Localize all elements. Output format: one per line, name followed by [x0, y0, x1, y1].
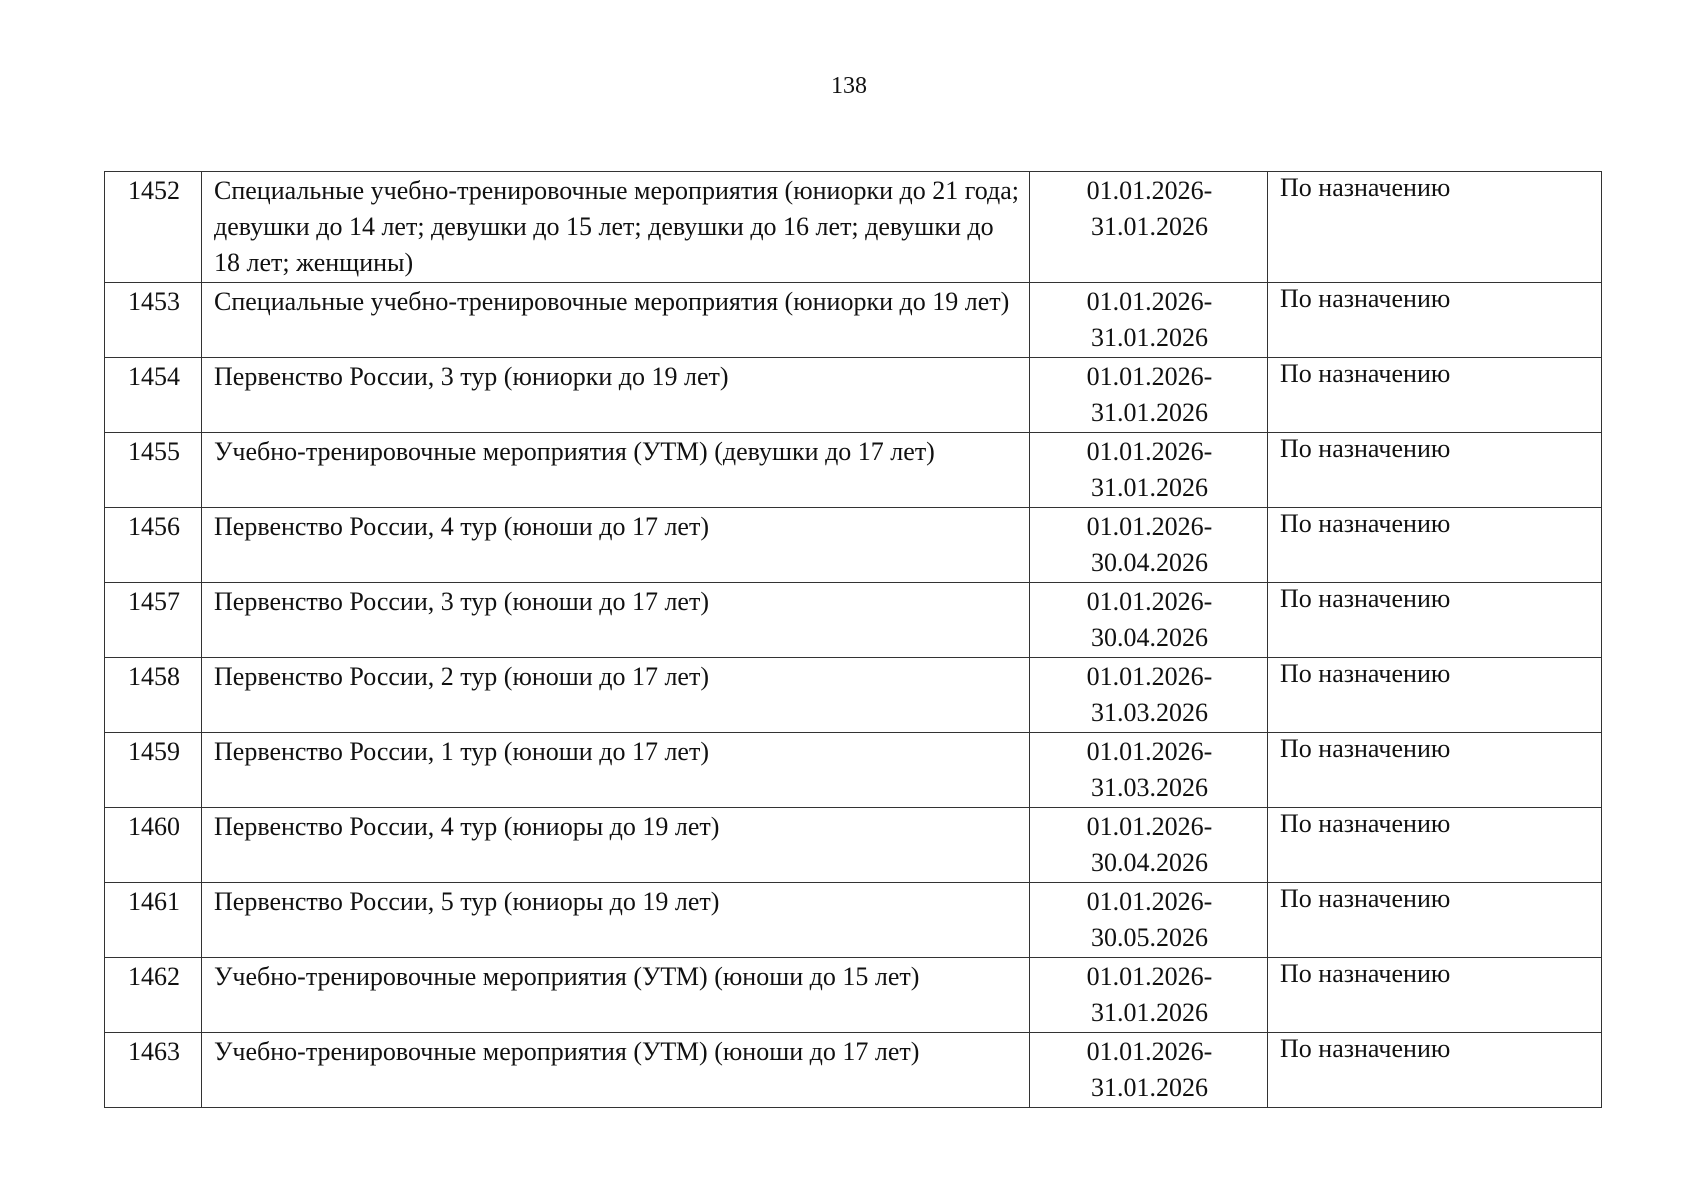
date-end: 31.01.2026 — [1091, 1073, 1208, 1102]
date-end: 30.04.2026 — [1091, 848, 1208, 877]
event-name: Первенство России, 3 тур (юноши до 17 лет) — [202, 583, 1030, 658]
event-dates — [1030, 733, 1268, 808]
date-end: 30.04.2026 — [1091, 548, 1208, 577]
row-number: 1462 — [105, 958, 202, 1033]
date-start: 01.01.2026- — [1086, 176, 1213, 205]
date-start: 01.01.2026- — [1086, 662, 1213, 691]
table-row — [105, 508, 1602, 583]
event-dates — [1030, 172, 1268, 283]
event-name: Первенство России, 3 тур (юниорки до 19 лет) — [202, 358, 1030, 433]
event-status: По назначению — [1268, 808, 1602, 883]
event-name: Специальные учебно-тренировочные мероприятия (юниорки до 19 лет) — [202, 283, 1030, 358]
date-start: 01.01.2026- — [1086, 587, 1213, 616]
event-status: По назначению — [1268, 433, 1602, 508]
date-start: 01.01.2026- — [1086, 512, 1213, 541]
event-status: По назначению — [1268, 1033, 1602, 1108]
event-name: Первенство России, 5 тур (юниоры до 19 лет) — [202, 883, 1030, 958]
event-status: По назначению — [1268, 658, 1602, 733]
table-row — [105, 808, 1602, 883]
event-dates — [1030, 433, 1268, 508]
events-table — [104, 171, 1602, 1108]
date-end: 30.05.2026 — [1091, 923, 1208, 952]
table-row — [105, 583, 1602, 658]
event-name: Учебно-тренировочные мероприятия (УТМ) (юноши до 15 лет) — [202, 958, 1030, 1033]
table-row — [105, 433, 1602, 508]
event-name: Первенство России, 2 тур (юноши до 17 лет) — [202, 658, 1030, 733]
event-dates — [1030, 658, 1268, 733]
row-number: 1454 — [105, 358, 202, 433]
table-row — [105, 172, 1602, 283]
event-status: По назначению — [1268, 583, 1602, 658]
row-number: 1455 — [105, 433, 202, 508]
event-dates — [1030, 283, 1268, 358]
date-start: 01.01.2026- — [1086, 1037, 1213, 1066]
row-number: 1453 — [105, 283, 202, 358]
event-status: По назначению — [1268, 958, 1602, 1033]
event-name: Учебно-тренировочные мероприятия (УТМ) (девушки до 17 лет) — [202, 433, 1030, 508]
date-end: 31.01.2026 — [1091, 323, 1208, 352]
event-name: Учебно-тренировочные мероприятия (УТМ) (юноши до 17 лет) — [202, 1033, 1030, 1108]
table-row — [105, 283, 1602, 358]
row-number: 1460 — [105, 808, 202, 883]
event-status: По назначению — [1268, 283, 1602, 358]
date-start: 01.01.2026- — [1086, 887, 1213, 916]
date-end: 31.01.2026 — [1091, 398, 1208, 427]
table-row — [105, 958, 1602, 1033]
event-dates — [1030, 1033, 1268, 1108]
event-name: Первенство России, 4 тур (юниоры до 19 лет) — [202, 808, 1030, 883]
row-number: 1456 — [105, 508, 202, 583]
event-status: По назначению — [1268, 508, 1602, 583]
table-row — [105, 883, 1602, 958]
event-status: По назначению — [1268, 733, 1602, 808]
event-dates — [1030, 508, 1268, 583]
row-number: 1457 — [105, 583, 202, 658]
row-number: 1452 — [105, 172, 202, 283]
event-dates — [1030, 358, 1268, 433]
date-end: 31.01.2026 — [1091, 473, 1208, 502]
table-row — [105, 658, 1602, 733]
row-number: 1463 — [105, 1033, 202, 1108]
date-end: 31.03.2026 — [1091, 698, 1208, 727]
events-table-body — [105, 172, 1602, 1108]
date-start: 01.01.2026- — [1086, 362, 1213, 391]
event-name: Первенство России, 4 тур (юноши до 17 лет) — [202, 508, 1030, 583]
event-status: По назначению — [1268, 172, 1602, 283]
row-number: 1458 — [105, 658, 202, 733]
event-dates — [1030, 583, 1268, 658]
row-number: 1459 — [105, 733, 202, 808]
date-start: 01.01.2026- — [1086, 812, 1213, 841]
table-row — [105, 358, 1602, 433]
event-name: Специальные учебно-тренировочные мероприятия (юниорки до 21 года; девушки до 14 лет; девушки до 15 лет; девушки до 16 лет; девушки до 18 лет; женщины) — [202, 172, 1030, 283]
date-end: 30.04.2026 — [1091, 623, 1208, 652]
date-start: 01.01.2026- — [1086, 437, 1213, 466]
event-dates — [1030, 808, 1268, 883]
date-end: 31.01.2026 — [1091, 998, 1208, 1027]
table-row — [105, 733, 1602, 808]
page-number: 138 — [831, 73, 867, 99]
event-name: Первенство России, 1 тур (юноши до 17 лет) — [202, 733, 1030, 808]
date-start: 01.01.2026- — [1086, 737, 1213, 766]
date-start: 01.01.2026- — [1086, 287, 1213, 316]
date-end: 31.03.2026 — [1091, 773, 1208, 802]
row-number: 1461 — [105, 883, 202, 958]
event-status: По назначению — [1268, 883, 1602, 958]
event-status: По назначению — [1268, 358, 1602, 433]
date-start: 01.01.2026- — [1086, 962, 1213, 991]
table-row — [105, 1033, 1602, 1108]
event-dates — [1030, 958, 1268, 1033]
event-dates — [1030, 883, 1268, 958]
date-end: 31.01.2026 — [1091, 212, 1208, 241]
